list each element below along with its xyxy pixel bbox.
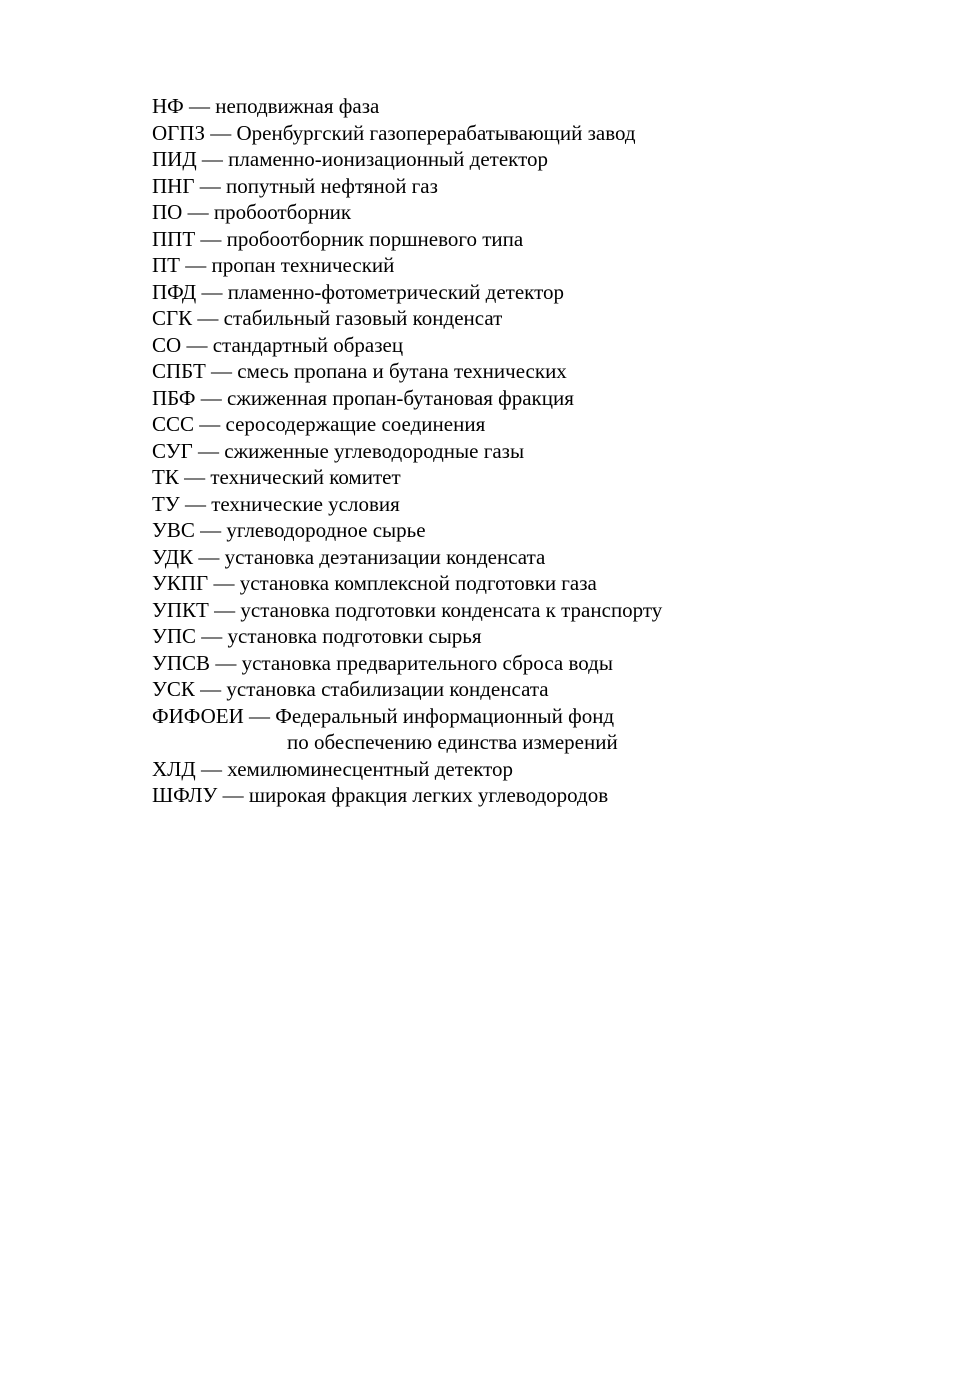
abbreviation-entry <box>152 226 872 253</box>
abbreviation-term: ППТ <box>152 226 196 251</box>
abbreviation-meaning: пламенно-фотометрический детектор <box>227 279 564 304</box>
abbreviation-list <box>152 93 872 809</box>
abbreviation-meaning: серосодержащие соединения <box>225 412 486 436</box>
abbreviation-meaning: Оренбургский газоперерабатывающий завод <box>236 120 636 145</box>
abbreviation-term: ОГПЗ <box>152 120 205 145</box>
abbreviation-term: УДК <box>152 544 194 569</box>
abbreviation-term: УСК <box>152 677 195 701</box>
abbreviation-meaning: Федеральный информационный фонд <box>275 703 615 728</box>
abbreviation-term: ФИФОЕИ <box>152 703 244 728</box>
abbreviation-dash: — <box>201 279 223 304</box>
abbreviation-term: ПО <box>152 200 183 224</box>
abbreviation-dash: — <box>211 359 233 383</box>
abbreviation-dash: — <box>197 306 219 330</box>
abbreviation-dash: — <box>201 147 223 171</box>
abbreviation-meaning: стандартный образец <box>212 332 404 357</box>
abbreviation-meaning: установка комплексной подготовки газа <box>239 571 597 595</box>
abbreviation-entry <box>152 570 872 597</box>
abbreviation-term: СГК <box>152 306 193 330</box>
abbreviation-term: ХЛД <box>152 756 196 781</box>
abbreviation-meaning: установка подготовки сырья <box>227 624 482 648</box>
abbreviation-term: ТК <box>152 465 179 489</box>
abbreviation-entry <box>152 438 872 465</box>
abbreviation-entry <box>152 756 872 783</box>
abbreviation-dash: — <box>199 412 221 436</box>
abbreviation-dash: — <box>222 783 244 807</box>
abbreviation-meaning: сжиженная пропан-бутановая фракция <box>227 385 574 410</box>
abbreviation-meaning: пламенно-ионизационный детектор <box>228 147 548 171</box>
abbreviation-term: СПБТ <box>152 359 206 383</box>
abbreviation-entry <box>152 252 872 279</box>
abbreviation-dash: — <box>200 226 222 251</box>
abbreviation-term: СО <box>152 332 182 357</box>
abbreviation-meaning: пробоотборник поршневого типа <box>226 226 524 251</box>
abbreviation-dash: — <box>184 491 206 516</box>
abbreviation-entry <box>152 464 872 491</box>
abbreviation-dash: — <box>214 597 236 622</box>
abbreviation-dash: — <box>215 650 237 675</box>
abbreviation-meaning-continuation: по обеспечению единства измерений <box>287 730 618 754</box>
abbreviation-meaning: технические условия <box>211 491 400 516</box>
abbreviation-entry <box>152 173 872 200</box>
abbreviation-meaning: установка деэтанизации конденсата <box>224 544 546 569</box>
abbreviation-entry <box>152 782 872 809</box>
abbreviation-meaning: смесь пропана и бутана технических <box>237 359 567 383</box>
abbreviation-dash: — <box>198 544 220 569</box>
abbreviation-dash: — <box>200 677 222 701</box>
abbreviation-dash: — <box>210 120 232 145</box>
abbreviation-term: УКПГ <box>152 571 209 595</box>
abbreviation-entry <box>152 93 872 120</box>
abbreviation-meaning: попутный нефтяной газ <box>225 173 438 198</box>
abbreviation-term: ТУ <box>152 491 180 516</box>
abbreviation-meaning: установка подготовки конденсата к транспорту <box>240 597 663 622</box>
abbreviation-dash: — <box>198 438 219 463</box>
abbreviation-entry <box>152 623 872 650</box>
abbreviation-dash: — <box>187 200 209 224</box>
abbreviation-entry <box>152 120 872 147</box>
abbreviation-meaning: установка стабилизации конденсата <box>226 677 549 701</box>
abbreviation-dash: — <box>184 465 206 489</box>
abbreviation-entry <box>152 650 872 677</box>
abbreviation-dash: — <box>249 703 271 728</box>
abbreviation-entry <box>152 332 872 359</box>
abbreviation-meaning: технический комитет <box>210 465 401 489</box>
abbreviation-entry <box>152 411 872 438</box>
abbreviation-meaning: неподвижная фаза <box>215 94 380 118</box>
abbreviation-entry <box>152 279 872 306</box>
abbreviation-meaning: пропан технический <box>211 253 395 277</box>
abbreviation-term: ПТ <box>152 253 180 277</box>
abbreviation-entry <box>152 385 872 412</box>
abbreviation-entry <box>152 199 872 226</box>
abbreviation-dash: — <box>185 253 207 277</box>
abbreviation-term: ПФД <box>152 279 197 304</box>
abbreviation-term: ПНГ <box>152 173 195 198</box>
abbreviation-dash: — <box>200 385 222 410</box>
abbreviation-entry <box>152 358 872 385</box>
abbreviation-entry <box>152 676 872 703</box>
abbreviation-meaning: широкая фракция легких углеводородов <box>248 783 609 807</box>
abbreviation-meaning: углеводородное сырье <box>226 518 426 542</box>
abbreviation-term: СУГ <box>152 438 193 463</box>
abbreviation-meaning: пробоотборник <box>213 200 352 224</box>
abbreviation-dash: — <box>200 518 222 542</box>
abbreviation-entry <box>152 544 872 571</box>
abbreviation-entry <box>152 491 872 518</box>
abbreviation-meaning: установка предварительного сброса воды <box>241 650 613 675</box>
abbreviation-term: ПИД <box>152 147 197 171</box>
abbreviation-dash: — <box>186 332 208 357</box>
abbreviation-meaning: стабильный газовый конденсат <box>223 306 503 330</box>
abbreviation-term: ССС <box>152 412 195 436</box>
abbreviation-entry <box>152 146 872 173</box>
abbreviation-dash: — <box>213 571 235 595</box>
abbreviation-entry <box>152 305 872 332</box>
abbreviation-meaning: сжиженные углеводородные газы <box>224 438 525 463</box>
abbreviation-term: УПКТ <box>152 597 209 622</box>
abbreviation-term: УПСВ <box>152 650 211 675</box>
abbreviation-dash: — <box>189 94 211 118</box>
abbreviation-entry <box>152 517 872 544</box>
abbreviation-entry <box>152 597 872 624</box>
abbreviation-dash: — <box>201 624 223 648</box>
abbreviation-dash: — <box>199 173 221 198</box>
abbreviation-term: ПБФ <box>152 385 196 410</box>
abbreviation-term: НФ <box>152 94 184 118</box>
abbreviation-term: ШФЛУ <box>152 783 218 807</box>
abbreviation-term: УВС <box>152 518 195 542</box>
abbreviation-term: УПС <box>152 624 197 648</box>
abbreviation-dash: — <box>200 756 222 781</box>
abbreviation-entry <box>152 703 872 756</box>
abbreviation-meaning: хемилюминесцентный детектор <box>227 756 514 781</box>
